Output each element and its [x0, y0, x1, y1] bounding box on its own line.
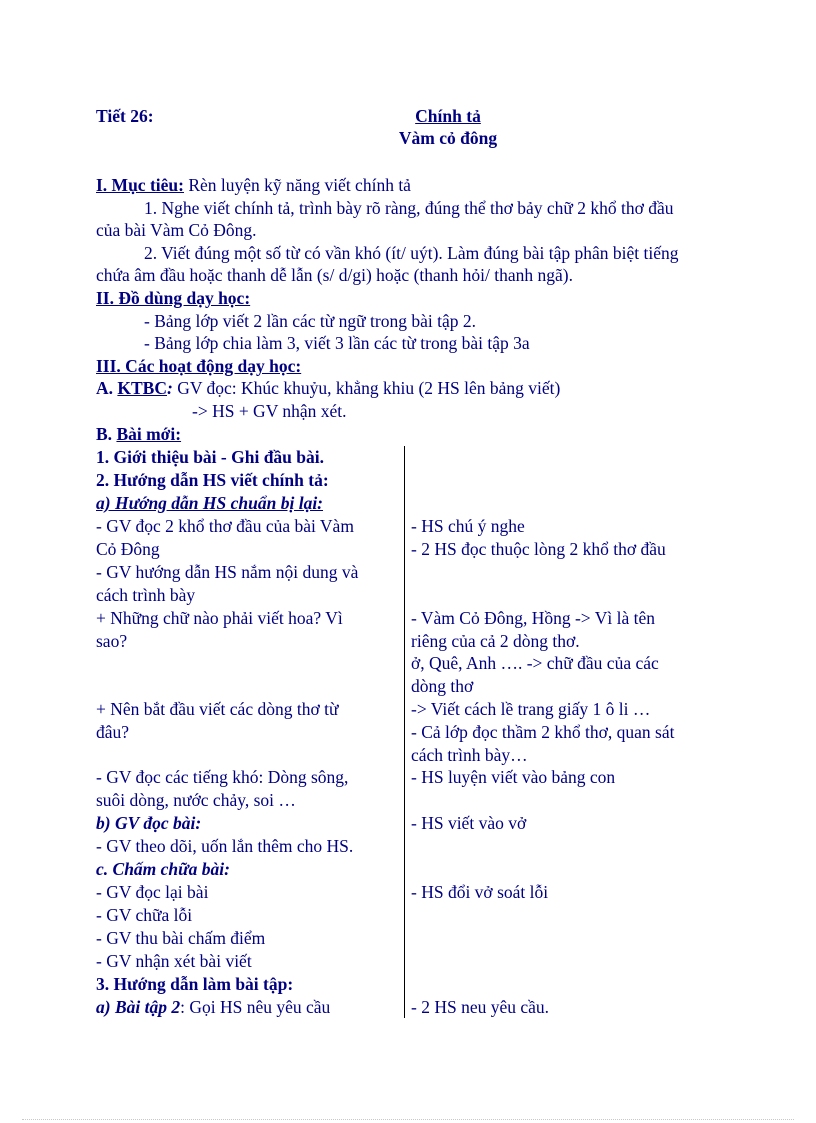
left-line-13: suôi dòng, nước chảy, soi … — [96, 790, 296, 810]
left-line-5: Cỏ Đông — [96, 539, 160, 559]
right-line-6: dòng thơ — [411, 676, 474, 696]
left-line-11: đâu? — [96, 722, 130, 742]
left-exercise-2 — [96, 996, 330, 1018]
ktbc-label: KTBC — [117, 378, 167, 398]
right-line-9: cách trình bày… — [411, 745, 528, 765]
materials-item-2: - Bảng lớp chia làm 3, viết 3 lần các từ trong bài tập 3a — [144, 333, 530, 353]
subject-title: Chính tả — [415, 106, 481, 126]
left-step-2a: a) Hướng dẫn HS chuẩn bị lại: — [96, 493, 324, 513]
lesson-number: Tiết 26: — [96, 106, 154, 126]
new-lesson-line — [96, 423, 181, 445]
right-line-7: -> Viết cách lề trang giấy 1 ô li … — [411, 699, 651, 719]
left-line-18: - GV chữa lỗi — [96, 905, 193, 925]
new-lesson-label: Bài mới: — [116, 424, 182, 444]
right-line-11: - HS viết vào vở — [411, 813, 527, 833]
column-divider — [404, 446, 405, 1018]
objectives-line — [96, 174, 411, 196]
left-step-1: 1. Giới thiệu bài - Ghi đầu bài. — [96, 447, 325, 467]
right-line-5: ở, Quê, Anh …. -> chữ đầu của các — [411, 653, 659, 673]
left-line-19: - GV thu bài chấm điểm — [96, 928, 266, 948]
right-line-2: - 2 HS đọc thuộc lòng 2 khổ thơ đầu — [411, 539, 666, 559]
objectives-heading: I. Mục tiêu: — [96, 175, 184, 195]
right-line-12: - HS đổi vở soát lỗi — [411, 882, 549, 902]
new-lesson-prefix: B. — [96, 424, 117, 444]
ktbc-line — [96, 377, 560, 399]
right-line-10: - HS luyện viết vào bảng con — [411, 767, 616, 787]
lesson-title: Vàm cỏ đông — [398, 128, 498, 148]
left-step-3: 3. Hướng dẫn làm bài tập: — [96, 974, 294, 994]
right-line-13: - 2 HS neu yêu cầu. — [411, 997, 550, 1017]
left-line-8: + Những chữ nào phải viết hoa? Vì — [96, 608, 343, 628]
ktbc-colon: : — [167, 378, 173, 398]
left-line-15: - GV theo dõi, uốn lắn thêm cho HS. — [96, 836, 354, 856]
left-step-b: b) GV đọc bài: — [96, 813, 202, 833]
left-line-6: - GV hướng dẫn HS nắm nội dung và — [96, 562, 359, 582]
left-line-10: + Nên bắt đầu viết các dòng thơ từ — [96, 699, 339, 719]
left-line-20: - GV nhận xét bài viết — [96, 951, 252, 971]
materials-item-1: - Bảng lớp viết 2 lần các từ ngữ trong bài tập 2. — [144, 311, 476, 331]
ktbc-note: -> HS + GV nhận xét. — [192, 401, 347, 421]
right-line-4: riêng của cả 2 dòng thơ. — [411, 631, 580, 651]
ktbc-prefix: A. — [96, 378, 118, 398]
exercise-2-text: : Gọi HS nêu yêu cầu — [180, 997, 331, 1017]
objective-2-line-2: chứa âm đầu hoặc thanh dễ lẫn (s/ d/gi) hoặc (thanh hỏi/ thanh ngã). — [96, 265, 573, 285]
objective-2-line-1: 2. Viết đúng một số từ có vần khó (ít/ uýt). Làm đúng bài tập phân biệt tiếng — [144, 243, 679, 263]
activities-heading: III. Các hoạt động dạy học: — [96, 356, 302, 376]
left-line-4: - GV đọc 2 khổ thơ đầu của bài Vàm — [96, 516, 354, 536]
left-line-9: sao? — [96, 631, 128, 651]
right-line-3: - Vàm Cỏ Đông, Hồng -> Vì là tên — [411, 608, 655, 628]
objectives-intro: Rèn luyện kỹ năng viết chính tả — [183, 175, 411, 195]
page-bottom-rule — [22, 1119, 794, 1120]
materials-heading: II. Đồ dùng dạy học: — [96, 288, 251, 308]
left-step-2: 2. Hướng dẫn HS viết chính tả: — [96, 470, 329, 490]
right-line-8: - Cả lớp đọc thầm 2 khổ thơ, quan sát — [411, 722, 675, 742]
right-line-1: - HS chú ý nghe — [411, 516, 525, 536]
left-line-17: - GV đọc lại bài — [96, 882, 209, 902]
objective-1-line-2: của bài Vàm Cỏ Đông. — [96, 220, 257, 240]
left-line-7: cách trình bày — [96, 585, 196, 605]
ktbc-text: GV đọc: Khúc khuỷu, khẳng khiu (2 HS lên bảng viết) — [172, 378, 561, 398]
left-step-c: c. Chấm chữa bài: — [96, 859, 230, 879]
left-line-12: - GV đọc các tiếng khó: Dòng sông, — [96, 767, 349, 787]
objective-1-line-1: 1. Nghe viết chính tả, trình bày rõ ràng, đúng thể thơ bảy chữ 2 khổ thơ đầu — [144, 198, 674, 218]
exercise-2-label: a) Bài tập 2 — [96, 997, 181, 1017]
